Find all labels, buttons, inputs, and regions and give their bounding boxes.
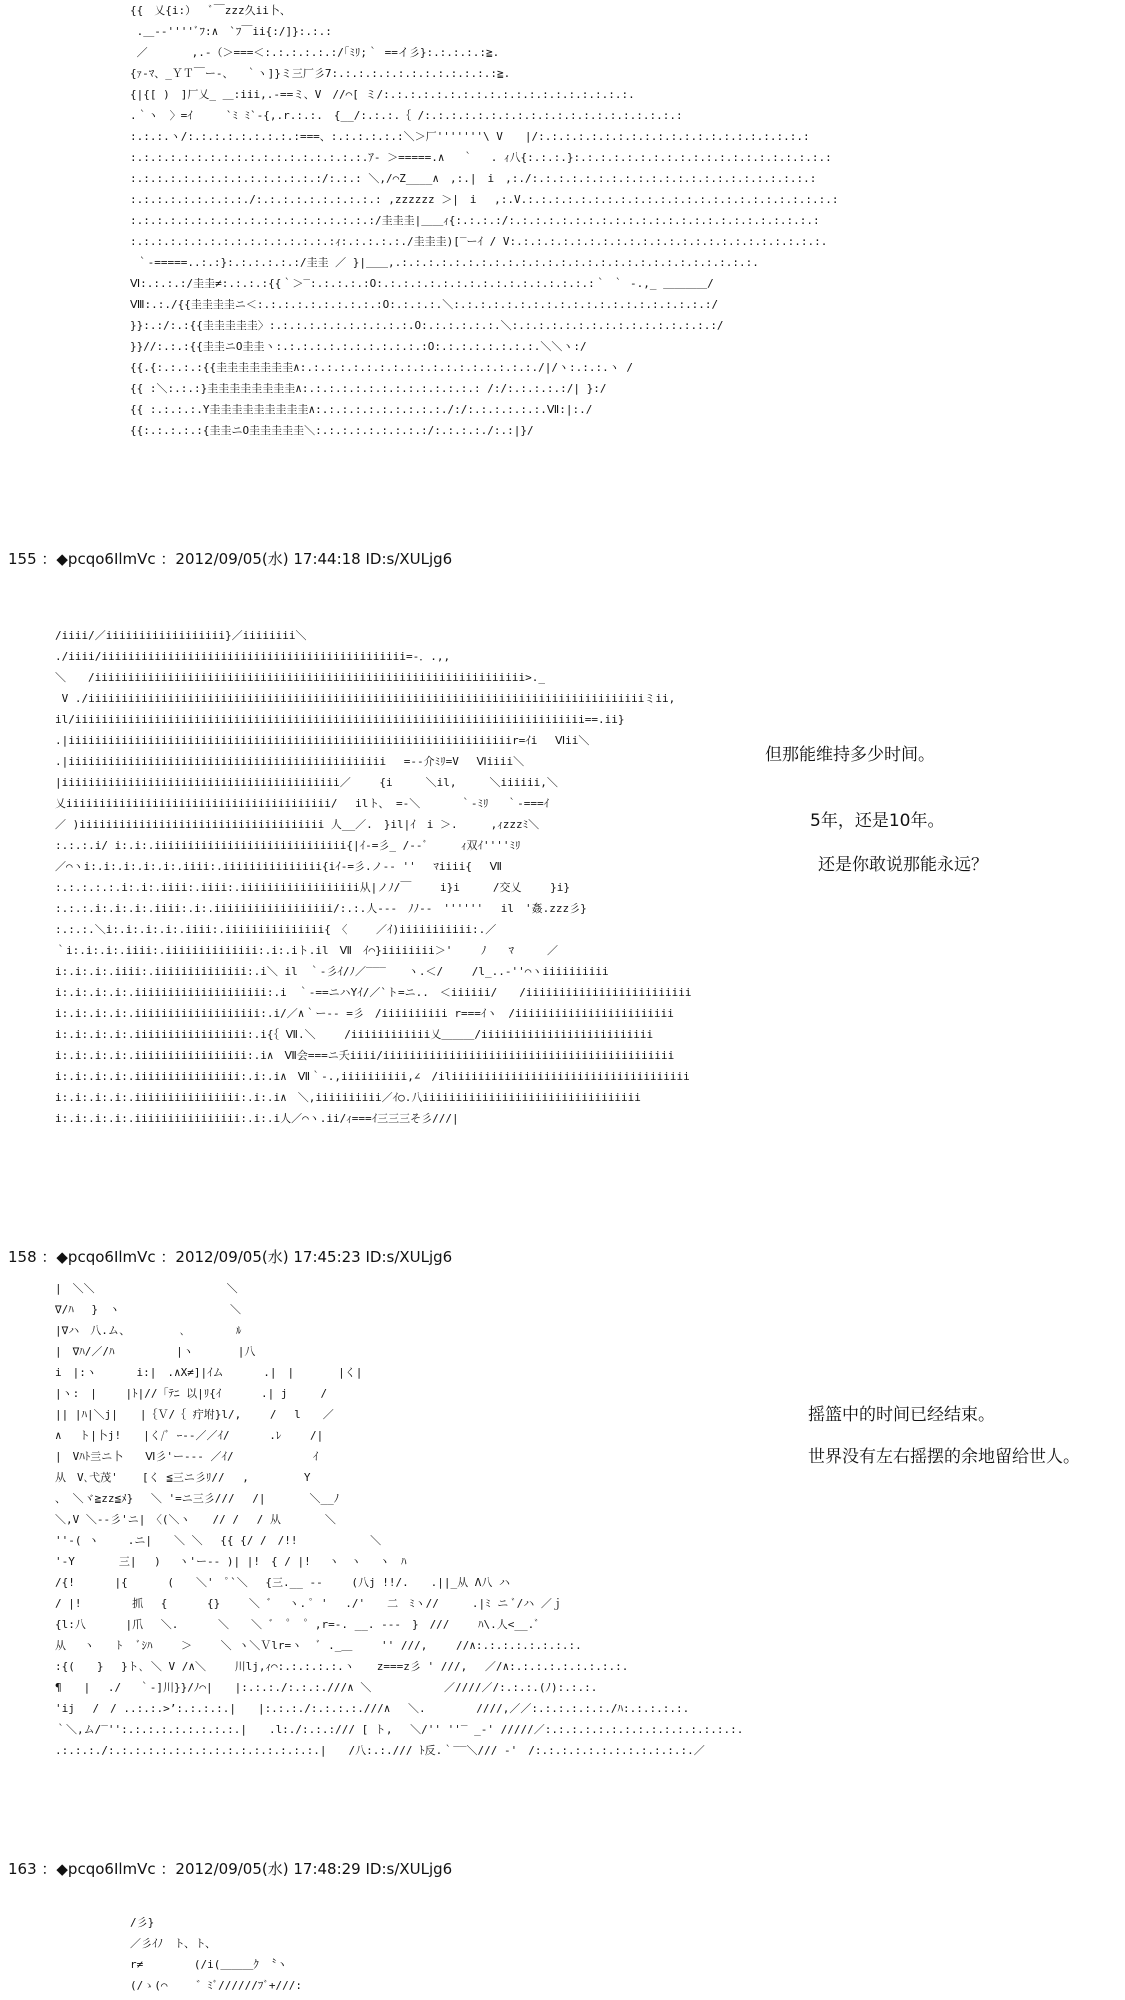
dialogue-line: 5年，还是10年。 xyxy=(810,811,945,831)
ascii-art-scene: | ＼＼ ＼ ∇/ﾊ } ヽ ＼ |∇ハ 八.ム、 ､ ﾙ | ∇ﾊ/／/ﾊ |ヽ |八 i |:ヽ i:| .∧X≠]|ｲム .| | |く| |ヽ: | |ﾄ|//「ﾃﾆ 以|ﾘ{ｲ .| j / || |ﾊ|＼j| |｛Ｖ/｛ 疔坿}l/, / l ／ ∧ ト|卜j! |く/ﾞ ｰ-‐／／ｲ/ .ﾚ /| | Vﾊﾄ亖ニ卜 Ⅵ彡'ー--‐ ／ｲ/ ｲ 从 V､弋茂' [く ≦三ニ彡ﾘ// , Y 、 ＼ヾ≧zz≦ﾒ} ＼ '=ニ三彡/// /| ＼__ﾉ ＼,V ＼--彡'ニ| 〈(＼ヽ // / / 从 ＼ ''‐( ヽ .ニ| ＼ ＼ {{ {/ / /!! ＼ '‐Y 三| ) ヽ'ー-- )| |! { / |! ヽ ヽ ヽ ﾊ /{! |{ ( ＼' ﾟ`＼ {三.__ -‐ (八j !!/. .||_从 Λ八 ハ / |! 抓 { {} ＼ ゛ ヽ. ﾟ ' ./' 二 ﾐヽ// .|ﾐ ニ ﾞ/ハ ／ｊ {l:八 |爪 ＼. ＼ ＼ ゛ ゜ ゜,r=-. __. --- } /// ﾊ\.人<__.ﾞ 从 ヽ ﾄ ﾞｼﾊ ＞ ＼ ヽ＼Ｖlr=ヽ ﾞ ._＿ '' ///, //∧:.:.:.:.:.:.:.:. :{( } }ト､ ＼ V /∧＼ 川lj,ｨ⌒:.:.:.:.:.ヽ z===z彡 ' ///, ／/∧:.:.:.:.:.:.:.:.:. ¶ | ./ ｀-]川}}/ﾉ⌒| |:.:.:./:.:.:.///∧ ＼ ／////／/:.:.:.(ﾉ):.:.:. 'ij / / ..:.:.>’:.:.:.:.| |:.:.:./:.:.:.:.///∧ ＼. ////,／／:.:.:.:.:.:./ﾊ:.:.:.:.:. ｀＼,ム/‾'':.:.:.:.:.:.:.:.:.| .l:./:.:.:/// [ ト, ＼/'' ''‾ _‐' /////／:.:.:.:.:.:.:.:.:.:.:.:.:.:.:. .:.:.:./:.:.:.:.:.:.:.:.:.:.:.:.:.:.:.:.| /八:.:./// ﾄ反.｀‾‾＼/// ‐' /:.:.:.:.:.:.:.:.:.:.:.:.／ xyxy=(55,1282,744,1757)
post-header: 163 ：◆pcqo6IlmVc ：2012/09/05(水) 17:48:29 ID:s/XULjg6 xyxy=(8,1860,453,1878)
ascii-art-character: /iiii/／iiiiiiiiiiiiiiiiii}／iiiiiiii＼ ./iiii/iiiiiiiiiiiiiiiiiiiiiiiiiiiiiiiiiiiiiiiiiiiiii=-．.,, ＼ /iiiiiiiiiiiiiiiiiiiiiiiiiiiiiiiiiiiiiiiiiiiiiiiiiiiiiiiiiiiiiiiii>._ V ./iiiiiiiiiiiiiiiiiiiiiiiiiiiiiiiiiiiiiiiiiiiiiiiiiiiiiiiiiiiiiiiiiiiiiiiiiiiiiiiiiiiiミii, il/iiiiiiiiiiiiiiiiiiiiiiiiiiiiiiiiiiiiiiiiiiiiiiiiiiiiiiiiiiiiiiiiiiiiiiiiiiiii==.ii} .|iiiiiiiiiiiiiiiiiiiiiiiiiiiiiiiiiiiiiiiiiiiiiiiiiiiiiiiiiiiiiiiiiiir=ｲi Ⅵii＼ .|iiiiiiiiiiiiiiiiiiiiiiiiiiiiiiiiiiiiiiiiiiiiiiii =-‐介ﾐﾘ=V Ⅵiiii＼ |iiiiiiiiiiiiiiiiiiiiiiiiiiiiiiiiiiiiiiiiii／ {i ＼il, ＼iiiiii,＼ 乂iiiiiiiiiiiiiiiiiiiiiiiiiiiiiiiiiiiiiiii/ ilト、 =-＼ ｀-ﾐﾘ ｀-===ｲ ／ )iiiiiiiiiiiiiiiiiiiiiiiiiiiiiiiiiiiii 人__／. }il|ｲ i ＞. ,ｨzzzﾐ＼ :.:.:.i/ i:.i:.iiiiiiiiiiiiiiiiiiiiiiiiiiiii{|ｲ-=彡_ /-‐ﾞ ｨ双ｲ''''ﾐﾘ ／⌒ヽi:.i:.i:.i:.i:.iiii:.iiiiiiiiiiiiiii{iｲ‐=彡.ノ-‐ '' ﾏiiii{ Ⅶ :.:.:.:.:.i:.i:.iiii:.iiii:.iiiiiiiiiiiiiiiiii从|ノﾉ/￣ i}i /交乂 }i} :.:.:.i:.i:.i:.iiii:.i:.iiiiiiiiiiiiiiiiii/:.:.人--- ﾉﾉ-‐ '''''' il '姦.zzz彡} :.:.:.＼i:.i:.i:.i:.iiii:.iiiiiiiiiiiiiii{ 〈 ／ｲ)iiiiiiiiiii:.／ ｀i:.i:.i:.iiii:.iiiiiiiiiiiiii:.i:.iト.il Ⅶ ｲ⌒}iiiiiiii＞' ﾉ ﾏ ／ i:.i:.i:.iiii:.iiiiiiiiiiiiii:.i＼ il ｀-彡ｲ/ﾉ／‾‾‾ ヽ.＜/ /l_..-''⌒ヽiiiiiiiiii i:.i:.i:.i:.iiiiiiiiiiiiiiiiiiii:.i ｀-==ニハYｲ/／`ト=ニ.. ＜iiiiii/ /iiiiiiiiiiiiiiiiiiiiiiiii i:.i:.i:.i:.iiiiiiiiiiiiiiiiiii:.i/／∧｀ー-- =彡 /iiiiiiiiii r===ｲヽ /iiiiiiiiiiiiiiiiiiiiiiii i:.i:.i:.i:.iiiiiiiiiiiiiiiii:.i{｛ Ⅶ.＼ /iiiiiiiiiiii乂＿＿＿/iiiiiiiiiiiiiiiiiiiiiiiiii i:.i:.i:.i:.iiiiiiiiiiiiiiiii:.i∧ Ⅶ会===ニ夭iiii/iiiiiiiiiiiiiiiiiiiiiiiiiiiiiiiiiiiiiiiiiiii i:.i:.i:.i:.iiiiiiiiiiiiiiii:.i:.i∧ Ⅶ｀‐.,iiiiiiiiii,∠ /iliiiiiiiiiiiiiiiiiiiiiiiiiiiiiiiiiiii i:.i:.i:.i:.iiiiiiiiiiiiiiii:.i:.i∧ ＼,iiiiiiiiii／ｲ○.八iiiiiiiiiiiiiiiiiiiiiiiiiiiiiiiii i:.i:.i:.i:.iiiiiiiiiiiiiiii:.i:.i人／⌒ヽ.ii/ｨ===ｲ三三三そ彡///| xyxy=(55,629,692,1125)
post-header: 158 ：◆pcqo6IlmVc ：2012/09/05(水) 17:45:23 ID:s/XULjg6 xyxy=(8,1248,453,1266)
ascii-art-cake: {{ 乂{i:） ﾞ￣zzz久ii卜、 .＿-‐''''ﾞﾌ:∧ `ﾌ￣ii{:/]}:.:.: ／ ,.-（＞===＜:.:.:.:.:.:/｢ﾐﾘ;｀ ==イ彡}:.:.:.:.:≧. {ｧ-ﾏ、_ＹＴ￣ー-、 ｀ヽ]}ミ三厂彡7:.:.:.:.:.:.:.:.:.:.:.:.:≧. {|{[ ) ]厂乂_ ＿:iii,.-==ミ、V //⌒[ ミ/:.:.:.:.:.:.:.:.:.:.:.:.:.:.:.:.:.:.:. .｀ヽ 〉=ｲ `ﾐ ﾐ`-{,.r.:.:. {__/:.:.:.｛ /:.:.:.:.:.:.:.:.:.:.:.:.:.:.:.:.:.:.:.: :.:.:.ヽ/:.:.:.:.:.:.:.:.:===、:.:.:.:.:.:＼＞厂'''''''\ V |/:.:.:.:.:.:.:.:.:.:.:.:.:.:.:.:.:.:.:.:.: :.:.:.:.:.:.:.:.:.:.:.:.:.:.:.:.:.:.ｱ- ＞=====.∧ ｀ . ｨ八{:.:.:.}:.:.:.:.:.:.:.:.:.:.:.:.:.:.:.:.:.:.:.: :.:.:.:.:.:.:.:.:.:.:.:.:.:.:/:.:.: ＼,/⌒Z____∧ ,:.| i ,:./:.:.:.:.:.:.:.:.:.:.:.:.:.:.:.:.:.:.:.:.:.: :.:.:.:.:.:.:.:.:./:.:.:.:.:.:.:.:.:.: ,zzzzzz ＞| i ,:.V.:.:.:.:.:.:.:.:.:.:.:.:.:.:.:.:.:.:.:.:.:.:.:.: :.:.:.:.:.:.:.:.:.:.:.:.:.:.:.:.:.:.:/圭圭圭|＿＿ｨ{:.:.:.:/:.:.:.:.:.:.:.:.:.:.:.:.:.:.:.:.:.:.:.:.:.:.:.: :.:.:.:.:.:.:.:.:.:.:.:.:.:.:.:ｨ:.:.:.:.:./圭圭圭)[‾ーｲ / V:.:.:.:.:.:.:.:.:.:.:.:.:.:.:.:.:.:.:.:.:.:.:.:. ｀-=====..:.:}:.:.:.:.:.:/圭圭 ／ }|＿＿,.:.:.:.:.:.:.:.:.:.:.:.:.:.:.:.:.:.:.:.:.:.:.:.:.:.:.:. Ⅵ:.:.:.:/圭圭≠:.:.:.:{{｀＞‾:.:.:.:.:O:.:.:.:.:.:.:.:.:.:.:.:.:.:.:.:.:｀ ｀ -.,_ ＿＿＿＿/ Ⅷ:.:./{{圭圭圭圭ニ＜:.:.:.:.:.:.:.:.:.:O:.:.:.:.＼:.:.:.:.:.:.:.:.:.:.:.:.:.:.:.:.:.:.:.:/ }}:.:/:.:{{圭圭圭圭圭〉:.:.:.:.:.:.:.:.:.:.:.O:.:.:.:.:.:.＼:.:.:.:.:.:.:.:.:.:.:.:.:.:.:.:/ }}//:.:.:{{圭圭ニO圭圭ヽ:.:.:.:.:.:.:.:.:.:.:.:O:.:.:.:.:.:.:.:.＼＼ヽ:/ {{.{:.:.:.:{{圭圭圭圭圭圭圭∧:.:.:.:.:.:.:.:.:.:.:.:.:.:.:.:.:.:./|/ヽ:.:.:.ヽ / {{ :＼:.:.:}圭圭圭圭圭圭圭圭∧:.:.:.:.:.:.:.:.:.:.:.:.:.: /:/:.:.:.:.:/| }:/ {{ :.:.:.:.Y圭圭圭圭圭圭圭圭圭∧:.:.:.:.:.:.:.:.:.:./:/:.:.:.:.:.:.Ⅶ:|:./ {{:.:.:.:.:{圭圭ニO圭圭圭圭圭＼:.:.:.:.:.:.:.:.:/:.:.:.:./:.:|}/ xyxy=(130,4,839,437)
ascii-art-partial: /彡} ／彡ｲﾉ ト、ト、 r≠ (/i(＿＿＿ｸ 〝ヽ (/ゝ(⌒ ゛ﾐﾞ//////ﾌﾞ+///: xyxy=(130,1916,302,1992)
post-header: 155 ：◆pcqo6IlmVc ：2012/09/05(水) 17:44:18 ID:s/XULjg6 xyxy=(8,550,453,568)
dialogue-line: 但那能维持多少时间。 xyxy=(765,745,935,765)
dialogue-line: 世界没有左右摇摆的余地留给世人。 xyxy=(808,1447,1080,1467)
dialogue-line: 还是你敢说那能永远？ xyxy=(818,855,988,875)
dialogue-line: 摇篮中的时间已经结束。 xyxy=(808,1405,995,1425)
